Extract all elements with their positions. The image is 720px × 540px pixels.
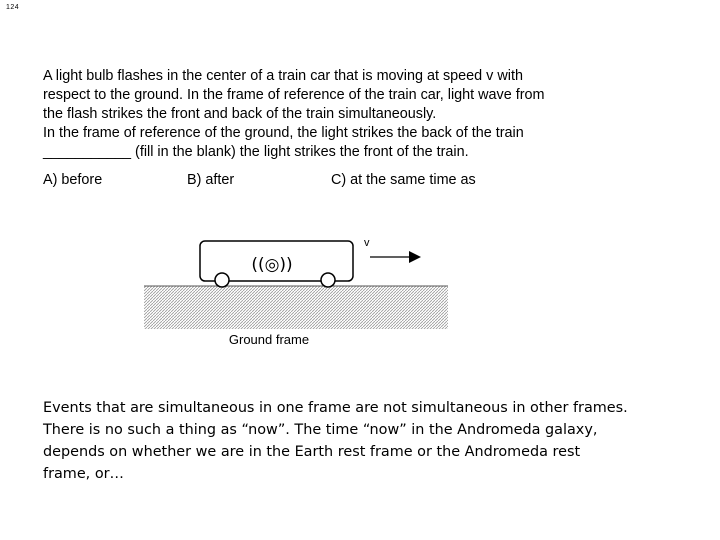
answer-option-b: B) after	[187, 172, 235, 188]
ground	[144, 286, 448, 329]
train-wheel-rear	[215, 273, 229, 287]
conclusion-text	[43, 397, 663, 485]
question-line-5: ___________ (fill in the blank) the light strikes the front of the train.	[43, 144, 469, 160]
train-wheel-front	[321, 273, 335, 287]
question-line-4: In the frame of reference of the ground, the light strikes the back of the train	[43, 125, 524, 141]
conclusion-line-4: frame, or…	[43, 466, 124, 482]
conclusion-line-3: depends on whether we are in the Earth rest frame or the Andromeda rest	[43, 444, 581, 460]
question-line-3: the flash strikes the front and back of the train simultaneously.	[43, 106, 437, 122]
conclusion-line-1: Events that are simultaneous in one frame are not simultaneous in other frames.	[43, 400, 628, 416]
light-bulb-flash-icon: ((◎))	[251, 255, 293, 275]
answer-option-a: A) before	[43, 172, 103, 188]
conclusion-line-2: There is no such a thing as “now”. The time “now” in the Andromeda galaxy,	[43, 422, 598, 438]
answer-option-c: C) at the same time as	[331, 172, 476, 188]
velocity-arrow-head	[409, 251, 421, 263]
slide-number: 124	[6, 4, 20, 11]
question-line-1: A light bulb flashes in the center of a train car that is moving at speed v with	[43, 68, 523, 84]
question-line-2: respect to the ground. In the frame of reference of the train car, light wave from	[43, 87, 545, 103]
ground-frame-label: Ground frame	[228, 332, 310, 347]
velocity-label: v	[364, 237, 370, 249]
